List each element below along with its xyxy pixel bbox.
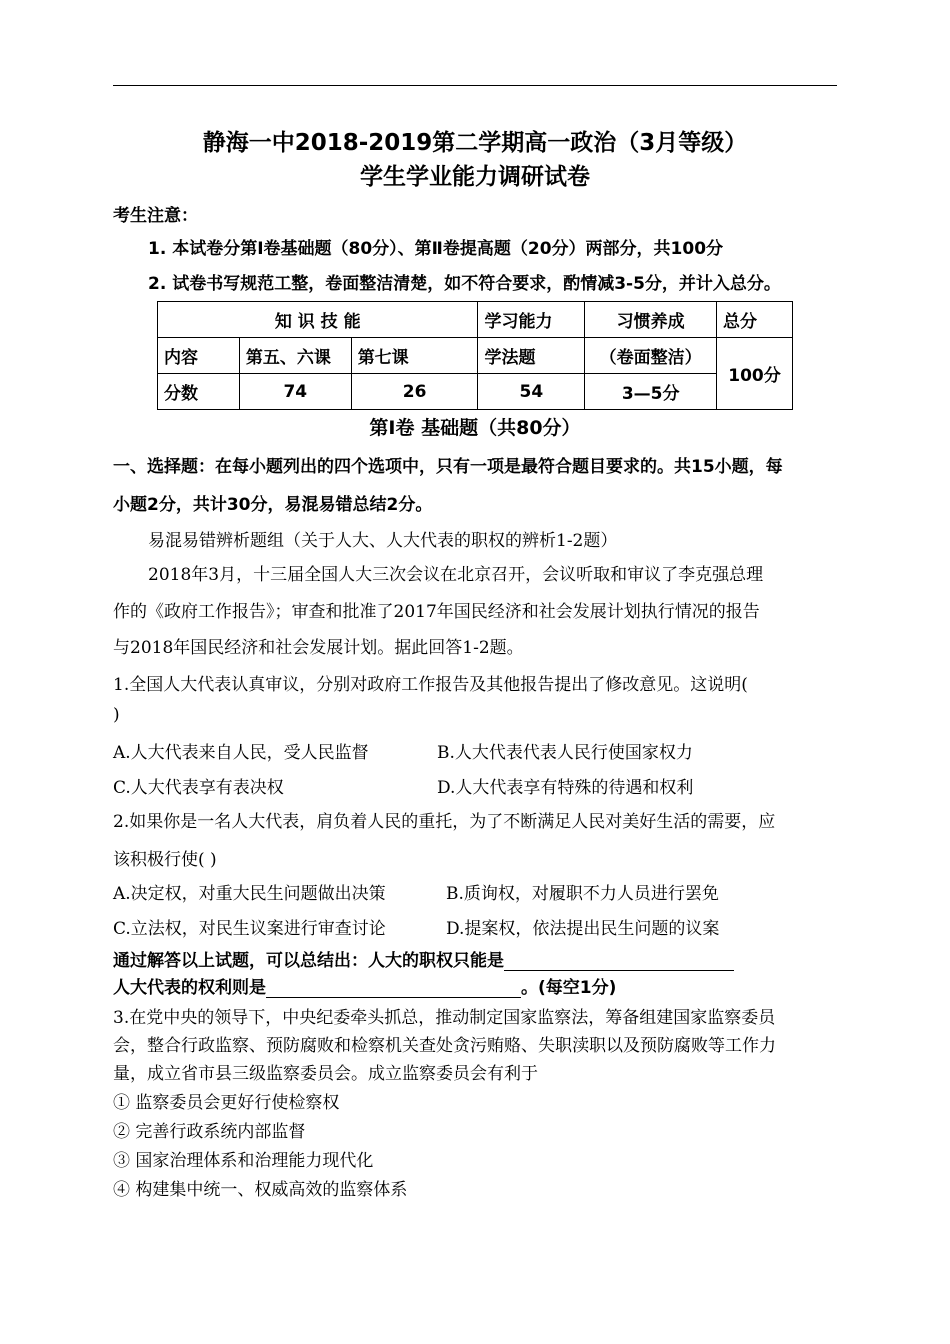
- q2-option-d: D.提案权，依法提出民生问题的议案: [446, 919, 720, 939]
- cell-score-2: 26: [351, 374, 478, 410]
- cell-neatness: （卷面整洁）: [585, 338, 717, 374]
- intro-line-3: 与2018年国民经济和社会发展计划。据此回答1-2题。: [113, 638, 524, 658]
- q2-stem-line-1: 2.如果你是一名人大代表，肩负着人民的重托，为了不断满足人民对美好生活的需要，应: [113, 812, 776, 832]
- q2-option-c: C.立法权，对民生议案进行审查讨论: [113, 919, 386, 939]
- score-table: [157, 301, 793, 410]
- q1-option-c: C.人大代表享有表决权: [113, 778, 284, 798]
- notice-heading: 考生注意：: [113, 206, 198, 226]
- exam-subtitle: 学生学业能力调研试卷: [360, 164, 590, 190]
- q1-stem-line-1: 1.全国人大代表认真审议，分别对政府工作报告及其他报告提出了修改意见。这说明(: [113, 675, 748, 695]
- header-total: 总分: [717, 302, 793, 338]
- q2-option-b: B.质询权，对履职不力人员进行罢免: [446, 884, 719, 904]
- q3-option-4: ④ 构建集中统一、权威高效的监察体系: [113, 1180, 408, 1200]
- notice-item-1: 1. 本试卷分第Ⅰ卷基础题（80分）、第Ⅱ卷提高题（20分）两部分，共100分: [148, 239, 724, 259]
- cell-score-3: 54: [478, 374, 585, 410]
- answer-blank-2[interactable]: [266, 979, 521, 998]
- cell-lessons-5-6: 第五、六课: [239, 338, 351, 374]
- q3-option-2: ② 完善行政系统内部监督: [113, 1122, 306, 1142]
- q3-stem-line-1: 3.在党中央的领导下，中央纪委牵头抓总，推动制定国家监察法，筹备组建国家监察委员: [113, 1008, 776, 1028]
- header-knowledge: 知 识 技 能: [158, 302, 478, 338]
- q3-stem-line-2: 会，整合行政监察、预防腐败和检察机关查处贪污贿赂、失职渎职以及预防腐败等工作力: [113, 1036, 776, 1056]
- notice-item-2: 2. 试卷书写规范工整，卷面整洁清楚，如不符合要求，酌情减3-5分，并计入总分。: [148, 274, 781, 294]
- cell-lesson-7: 第七课: [351, 338, 478, 374]
- q1-option-a: A.人大代表来自人民，受人民监督: [113, 743, 369, 763]
- q1-option-d: D.人大代表享有特殊的待遇和权利: [437, 778, 694, 798]
- q1-stem-line-2: ): [113, 705, 120, 725]
- exam-title: 静海一中2018-2019第二学期高一政治（3月等级）: [202, 130, 748, 156]
- cell-score-1: 74: [239, 374, 351, 410]
- header-habit: 习惯养成: [585, 302, 717, 338]
- row-label-score: 分数: [158, 374, 240, 410]
- instruction-line-2: 小题2分，共计30分，易混易错总结2分。: [113, 495, 433, 515]
- summary-text-1: 通过解答以上试题，可以总结出：人大的职权只能是: [113, 951, 504, 971]
- summary-text-2a: 人大代表的权利则是: [113, 978, 266, 998]
- answer-blank-1[interactable]: [504, 952, 734, 971]
- header-rule: [113, 85, 837, 86]
- q1-option-b: B.人大代表代表人民行使国家权力: [437, 743, 693, 763]
- intro-line-1: 2018年3月，十三届全国人大三次会议在北京召开，会议听取和审议了李克强总理: [148, 565, 764, 585]
- summary-line-2: [113, 973, 616, 998]
- q3-option-1: ① 监察委员会更好行使检察权: [113, 1093, 340, 1113]
- q2-option-a: A.决定权，对重大民生问题做出决策: [113, 884, 386, 904]
- summary-line-1: [113, 946, 734, 971]
- table-row: [158, 338, 793, 374]
- section-title: 第Ⅰ卷 基础题（共80分）: [369, 417, 581, 439]
- row-label-content: 内容: [158, 338, 240, 374]
- table-row: [158, 374, 793, 410]
- instruction-line-1: 一、选择题：在每小题列出的四个选项中，只有一项是最符合题目要求的。共15小题，每: [113, 457, 783, 477]
- q3-option-3: ③ 国家治理体系和治理能力现代化: [113, 1151, 374, 1171]
- group-title: 易混易错辨析题组（关于人大、人大代表的职权的辨析1-2题）: [148, 531, 618, 551]
- summary-text-2b: 。(每空1分): [521, 978, 617, 998]
- cell-total-value: 100分: [717, 338, 793, 410]
- cell-score-4: 3—5分: [585, 374, 717, 410]
- intro-line-2: 作的《政府工作报告》；审查和批准了2017年国民经济和社会发展计划执行情况的报告: [113, 602, 760, 622]
- header-learning: 学习能力: [478, 302, 585, 338]
- q2-stem-line-2: 该积极行使( ): [113, 850, 217, 870]
- table-row: [158, 302, 793, 338]
- cell-method: 学法题: [478, 338, 585, 374]
- q3-stem-line-3: 量，成立省市县三级监察委员会。成立监察委员会有利于: [113, 1064, 538, 1084]
